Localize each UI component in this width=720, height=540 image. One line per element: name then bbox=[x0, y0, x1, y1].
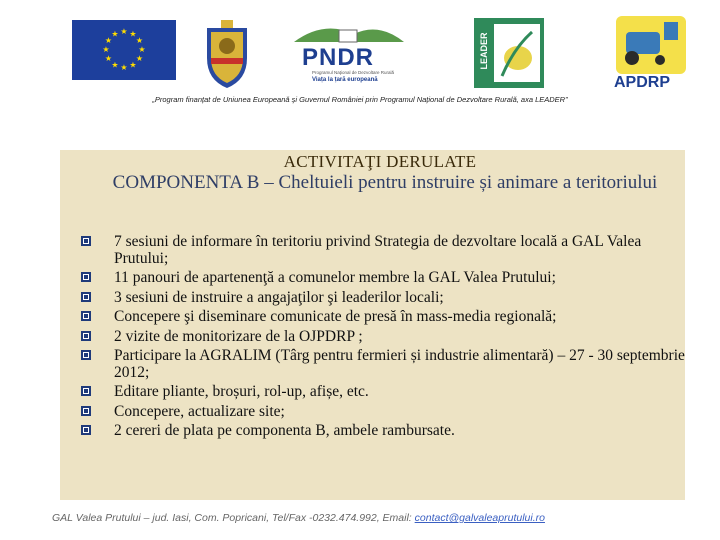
svg-text:★: ★ bbox=[104, 36, 113, 45]
list-item-text: 3 sesiuni de instruire a angajaţilor şi leaderilor locali; bbox=[114, 288, 444, 306]
square-bullet-icon bbox=[80, 424, 93, 437]
logo-bar bbox=[44, 12, 704, 94]
page-title: ACTIVITAŢI DERULATE bbox=[283, 152, 477, 171]
square-bullet-icon bbox=[80, 291, 93, 304]
list-item-text: Participare la AGRALIM (Târg pentru fermieri și industrie alimentară) – 27 - 30 septembrie 2012; bbox=[114, 347, 685, 381]
square-bullet-icon bbox=[80, 405, 93, 418]
footer-text: GAL Valea Prutului – jud. Iasi, Com. Popricani, Tel/Fax -0232.474.992, Email: bbox=[52, 512, 415, 524]
list-item bbox=[80, 404, 685, 421]
svg-text:★: ★ bbox=[138, 45, 146, 54]
list-item bbox=[80, 309, 685, 326]
activity-list bbox=[80, 234, 685, 443]
list-item bbox=[80, 329, 685, 346]
list-item-text: Editare pliante, broșuri, rol-up, afișe, etc. bbox=[114, 383, 369, 400]
component-title: COMPONENTA B – Cheltuieli pentru instruire și animare a teritoriului bbox=[112, 172, 658, 193]
svg-text:★: ★ bbox=[135, 36, 144, 45]
svg-text:★: ★ bbox=[102, 45, 110, 54]
program-caption: „Program finanțat de Uniunea Europeană și Guvernul României prin Programul Național de Dezvoltare Rurală, axa LEADER” bbox=[152, 95, 568, 104]
square-bullet-icon bbox=[80, 385, 93, 398]
list-item-text: 11 panouri de apartenenţă a comunelor membre la GAL Valea Prutului; bbox=[114, 269, 556, 286]
list-item-text: 2 vizite de monitorizare de la OJPDRP ; bbox=[114, 327, 363, 345]
square-bullet-icon bbox=[80, 349, 93, 362]
svg-text:★: ★ bbox=[129, 29, 137, 39]
apdrp-logo bbox=[612, 14, 690, 96]
svg-text:★: ★ bbox=[111, 60, 119, 70]
romania-coat-of-arms-logo bbox=[199, 18, 255, 90]
leader-logo bbox=[474, 18, 544, 88]
list-item-text: Concepere, actualizare site; bbox=[114, 402, 285, 420]
list-item-text: 2 cereri de plata pe componenta B, ambele rambursate. bbox=[114, 422, 455, 439]
svg-text:★: ★ bbox=[120, 27, 128, 36]
pndr-subtitle: Programul Naţional de Dezvoltare Rurală bbox=[312, 70, 395, 75]
list-item bbox=[80, 234, 685, 267]
square-bullet-icon bbox=[80, 271, 93, 284]
eu-flag-logo bbox=[72, 20, 176, 80]
footer-email-link[interactable]: contact@galvaleaprutului.ro bbox=[414, 512, 545, 524]
list-item bbox=[80, 290, 685, 307]
leader-text: LEADER bbox=[479, 32, 489, 70]
pndr-text: PNDR bbox=[302, 44, 375, 71]
pndr-logo bbox=[284, 20, 414, 90]
list-item bbox=[80, 270, 685, 287]
list-item-text: 7 sesiuni de informare în teritoriu privind Strategia de dezvoltare locală a GAL Valea Prutului; bbox=[114, 233, 642, 267]
footer bbox=[52, 512, 712, 524]
list-item-text: Concepere şi diseminare comunicate de presă în mass-media regională; bbox=[114, 308, 557, 325]
svg-text:★: ★ bbox=[104, 54, 113, 63]
square-bullet-icon bbox=[80, 310, 93, 323]
svg-text:★: ★ bbox=[135, 54, 144, 63]
svg-text:★: ★ bbox=[120, 63, 128, 72]
apdrp-text: APDRP bbox=[614, 74, 671, 91]
pndr-tagline: Viața la țară europeană bbox=[312, 77, 378, 83]
svg-text:★: ★ bbox=[129, 60, 137, 70]
square-bullet-icon bbox=[80, 330, 93, 343]
list-item bbox=[80, 384, 685, 401]
svg-text:★: ★ bbox=[111, 29, 119, 39]
square-bullet-icon bbox=[80, 235, 93, 248]
list-item bbox=[80, 423, 685, 440]
list-item bbox=[80, 348, 685, 381]
